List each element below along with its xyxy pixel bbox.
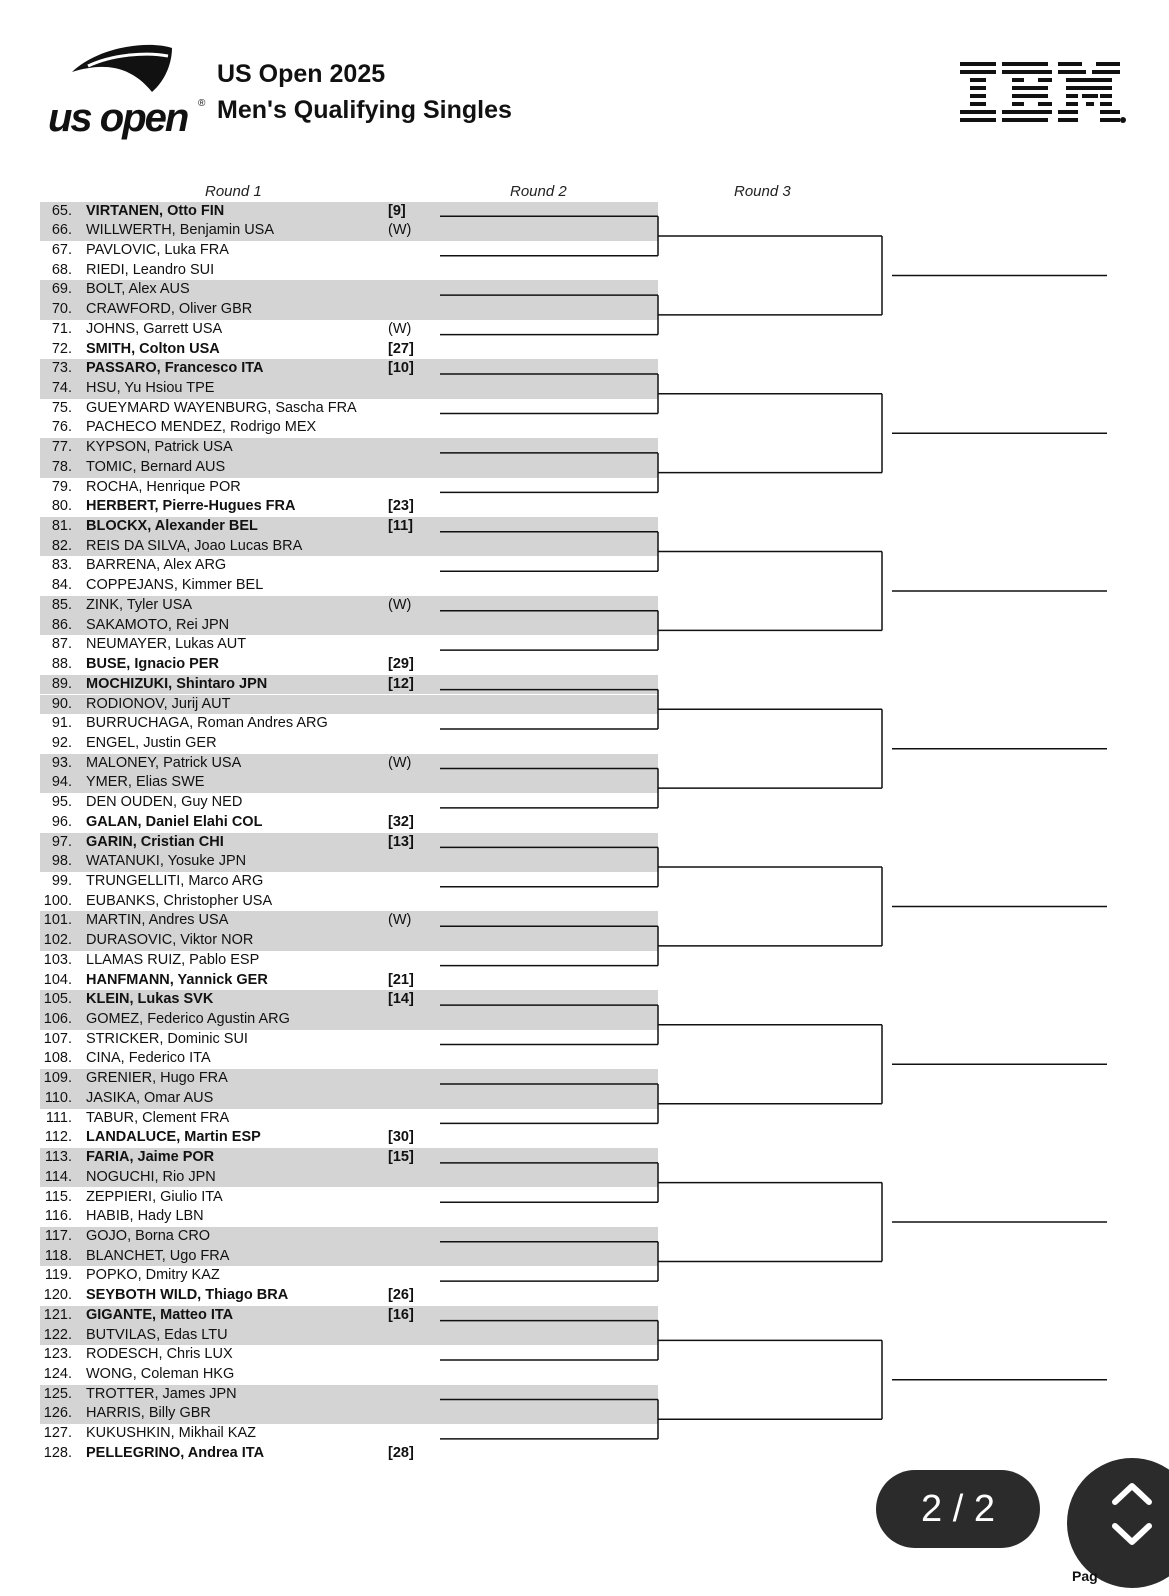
player-number: 123. (43, 1346, 72, 1363)
player-name: GUEYMARD WAYENBURG, Sascha FRA (86, 399, 357, 416)
player-seed: [27] (388, 340, 414, 357)
player-seed: [11] (388, 518, 413, 535)
player-seed: (W) (388, 320, 412, 337)
player-number: 107. (43, 1030, 72, 1047)
player-number: 66. (51, 222, 72, 239)
player-seed: [29] (388, 656, 414, 673)
player-number: 104. (43, 971, 72, 988)
player-name: YMER, Elias SWE (86, 774, 205, 791)
player-seed: (W) (388, 754, 412, 771)
player-name: BLANCHET, Ugo FRA (86, 1247, 230, 1264)
player-name: SEYBOTH WILD, Thiago BRA (86, 1287, 289, 1304)
player-name: ENGEL, Justin GER (86, 734, 217, 751)
player-name: DURASOVIC, Viktor NOR (86, 932, 254, 949)
player-name: POPKO, Dmitry KAZ (86, 1267, 220, 1284)
player-number: 102. (43, 932, 72, 949)
player-number: 91. (51, 715, 72, 732)
player-number: 73. (51, 360, 72, 377)
player-name: MOCHIZUKI, Shintaro JPN (86, 675, 268, 692)
player-number: 85. (51, 596, 72, 613)
player-name: COPPEJANS, Kimmer BEL (86, 577, 264, 594)
player-name: HABIB, Hady LBN (86, 1208, 204, 1225)
player-number: 106. (43, 1011, 72, 1028)
player-name: TRUNGELLITI, Marco ARG (86, 872, 264, 889)
player-seed: [14] (388, 991, 414, 1008)
player-seed: [9] (388, 202, 406, 219)
player-name: SAKAMOTO, Rei JPN (86, 616, 230, 633)
player-seed: [15] (388, 1149, 414, 1166)
player-name: BUTVILAS, Edas LTU (86, 1326, 228, 1343)
player-number: 83. (51, 557, 72, 574)
player-name: SMITH, Colton USA (86, 340, 220, 357)
player-number: 101. (43, 912, 72, 929)
player-number: 97. (51, 833, 72, 850)
player-number: 77. (51, 439, 72, 456)
player-number: 65. (51, 202, 72, 219)
player-number: 100. (43, 892, 72, 909)
player-name: STRICKER, Dominic SUI (86, 1030, 248, 1047)
player-number: 98. (51, 853, 72, 870)
player-name: RIEDI, Leandro SUI (86, 261, 215, 278)
player-name: FARIA, Jaime POR (86, 1149, 215, 1166)
player-number: 121. (43, 1306, 72, 1323)
player-name: REIS DA SILVA, Joao Lucas BRA (86, 537, 303, 554)
player-name: BUSE, Ignacio PER (86, 656, 219, 673)
player-seed: [10] (388, 360, 414, 377)
player-number: 115. (44, 1188, 72, 1205)
player-name: LLAMAS RUIZ, Pablo ESP (86, 951, 260, 968)
player-number: 122. (43, 1326, 72, 1343)
player-seed: (W) (388, 912, 412, 929)
player-name: GARIN, Cristian CHI (86, 833, 224, 850)
player-name: BLOCKX, Alexander BEL (86, 518, 258, 535)
registered-mark: ® (198, 98, 206, 109)
player-name: RODESCH, Chris LUX (86, 1346, 233, 1363)
player-name: HARRIS, Billy GBR (86, 1405, 211, 1422)
player-seed: (W) (388, 222, 412, 239)
player-number: 96. (51, 813, 72, 830)
player-seed: (W) (388, 596, 412, 613)
player-number: 99. (51, 872, 72, 889)
player-number: 84. (51, 577, 72, 594)
player-number: 95. (51, 794, 72, 811)
player-name: DEN OUDEN, Guy NED (86, 794, 243, 811)
player-name: PAVLOVIC, Luka FRA (86, 241, 229, 258)
player-name: BURRUCHAGA, Roman Andres ARG (86, 715, 328, 732)
player-seed: [23] (388, 498, 414, 515)
player-number: 103. (43, 951, 72, 968)
player-name: TOMIC, Bernard AUS (86, 458, 226, 475)
player-number: 127. (43, 1425, 72, 1442)
player-name: ROCHA, Henrique POR (86, 478, 241, 495)
player-name: EUBANKS, Christopher USA (86, 892, 273, 909)
round-2-label: Round 2 (510, 183, 567, 200)
player-name: VIRTANEN, Otto FIN (86, 202, 225, 219)
page-subtitle: Men's Qualifying Singles (217, 96, 512, 124)
player-name: CINA, Federico ITA (86, 1050, 211, 1067)
player-number: 80. (51, 498, 72, 515)
player-number: 94. (51, 774, 72, 791)
player-number: 76. (51, 419, 72, 436)
player-name: KYPSON, Patrick USA (86, 439, 233, 456)
player-number: 78. (51, 458, 72, 475)
player-name: MARTIN, Andres USA (86, 912, 229, 929)
player-number: 71. (51, 320, 72, 337)
player-seed: [12] (388, 675, 414, 692)
player-number: 79. (51, 478, 72, 495)
player-name: PELLEGRINO, Andrea ITA (86, 1444, 265, 1461)
player-number: 126. (43, 1405, 72, 1422)
player-name: JOHNS, Garrett USA (86, 320, 223, 337)
player-number: 117. (44, 1227, 72, 1244)
player-number: 109. (43, 1070, 72, 1087)
player-seed: [21] (388, 971, 414, 988)
player-number: 87. (51, 636, 72, 653)
player-name: KLEIN, Lukas SVK (86, 991, 214, 1008)
player-name: GOJO, Borna CRO (86, 1227, 211, 1244)
page-label: Pag (1072, 1568, 1098, 1584)
player-name: KUKUSHKIN, Mikhail KAZ (86, 1425, 257, 1442)
page-title: US Open 2025 (217, 60, 386, 88)
player-name: BOLT, Alex AUS (86, 281, 190, 298)
player-name: HERBERT, Pierre-Hugues FRA (86, 498, 296, 515)
player-number: 124. (43, 1365, 72, 1382)
player-name: NOGUCHI, Rio JPN (86, 1168, 216, 1185)
player-name: WATANUKI, Yosuke JPN (86, 853, 247, 870)
player-name: TABUR, Clement FRA (86, 1109, 230, 1126)
player-name: JASIKA, Omar AUS (86, 1089, 214, 1106)
player-number: 119. (44, 1267, 72, 1284)
player-number: 112. (44, 1129, 72, 1146)
player-number: 88. (51, 656, 72, 673)
player-number: 111. (45, 1109, 72, 1126)
player-name: PACHECO MENDEZ, Rodrigo MEX (86, 419, 317, 436)
player-name: ZEPPIERI, Giulio ITA (86, 1188, 223, 1205)
player-number: 67. (51, 241, 72, 258)
player-name: LANDALUCE, Martin ESP (86, 1129, 261, 1146)
player-name: GRENIER, Hugo FRA (86, 1070, 228, 1087)
player-seed: [16] (388, 1306, 414, 1323)
player-name: MALONEY, Patrick USA (86, 754, 242, 771)
player-number: 93. (51, 754, 72, 771)
player-name: GALAN, Daniel Elahi COL (86, 813, 263, 830)
player-number: 86. (51, 616, 72, 633)
player-name: HSU, Yu Hsiou TPE (86, 379, 215, 396)
player-name: TROTTER, James JPN (86, 1385, 237, 1402)
player-number: 120. (43, 1287, 72, 1304)
player-number: 128. (43, 1444, 72, 1461)
round-1-label: Round 1 (205, 183, 262, 200)
player-number: 82. (51, 537, 72, 554)
player-number: 68. (51, 261, 72, 278)
player-number: 81. (51, 518, 72, 535)
page-indicator: 2 / 2 (876, 1470, 1040, 1548)
player-number: 70. (51, 301, 72, 318)
player-number: 90. (51, 695, 72, 712)
player-number: 110. (44, 1089, 72, 1106)
player-seed: [28] (388, 1444, 414, 1461)
player-number: 105. (43, 991, 72, 1008)
player-number: 92. (51, 734, 72, 751)
player-name: GOMEZ, Federico Agustin ARG (86, 1011, 290, 1028)
player-name: GIGANTE, Matteo ITA (86, 1306, 234, 1323)
player-name: BARRENA, Alex ARG (86, 557, 227, 574)
player-number: 125. (43, 1385, 72, 1402)
player-name: PASSARO, Francesco ITA (86, 360, 264, 377)
player-number: 74. (51, 379, 72, 396)
player-name: WONG, Coleman HKG (86, 1365, 235, 1382)
player-seed: [13] (388, 833, 414, 850)
logo-wordmark: us open (48, 96, 188, 140)
player-number: 116. (44, 1208, 72, 1225)
player-number: 118. (44, 1247, 72, 1264)
player-number: 113. (44, 1149, 72, 1166)
player-seed: [26] (388, 1287, 414, 1304)
round-3-label: Round 3 (734, 183, 791, 200)
player-name: WILLWERTH, Benjamin USA (86, 222, 275, 239)
player-seed: [30] (388, 1129, 414, 1146)
player-name: CRAWFORD, Oliver GBR (86, 301, 253, 318)
player-number: 75. (51, 399, 72, 416)
player-name: RODIONOV, Jurij AUT (86, 695, 231, 712)
player-name: HANFMANN, Yannick GER (86, 971, 268, 988)
player-number: 89. (51, 675, 72, 692)
player-number: 69. (51, 281, 72, 298)
player-name: NEUMAYER, Lukas AUT (86, 636, 247, 653)
player-number: 108. (43, 1050, 72, 1067)
player-number: 114. (44, 1168, 72, 1185)
player-seed: [32] (388, 813, 414, 830)
player-name: ZINK, Tyler USA (86, 596, 193, 613)
player-number: 72. (51, 340, 72, 357)
